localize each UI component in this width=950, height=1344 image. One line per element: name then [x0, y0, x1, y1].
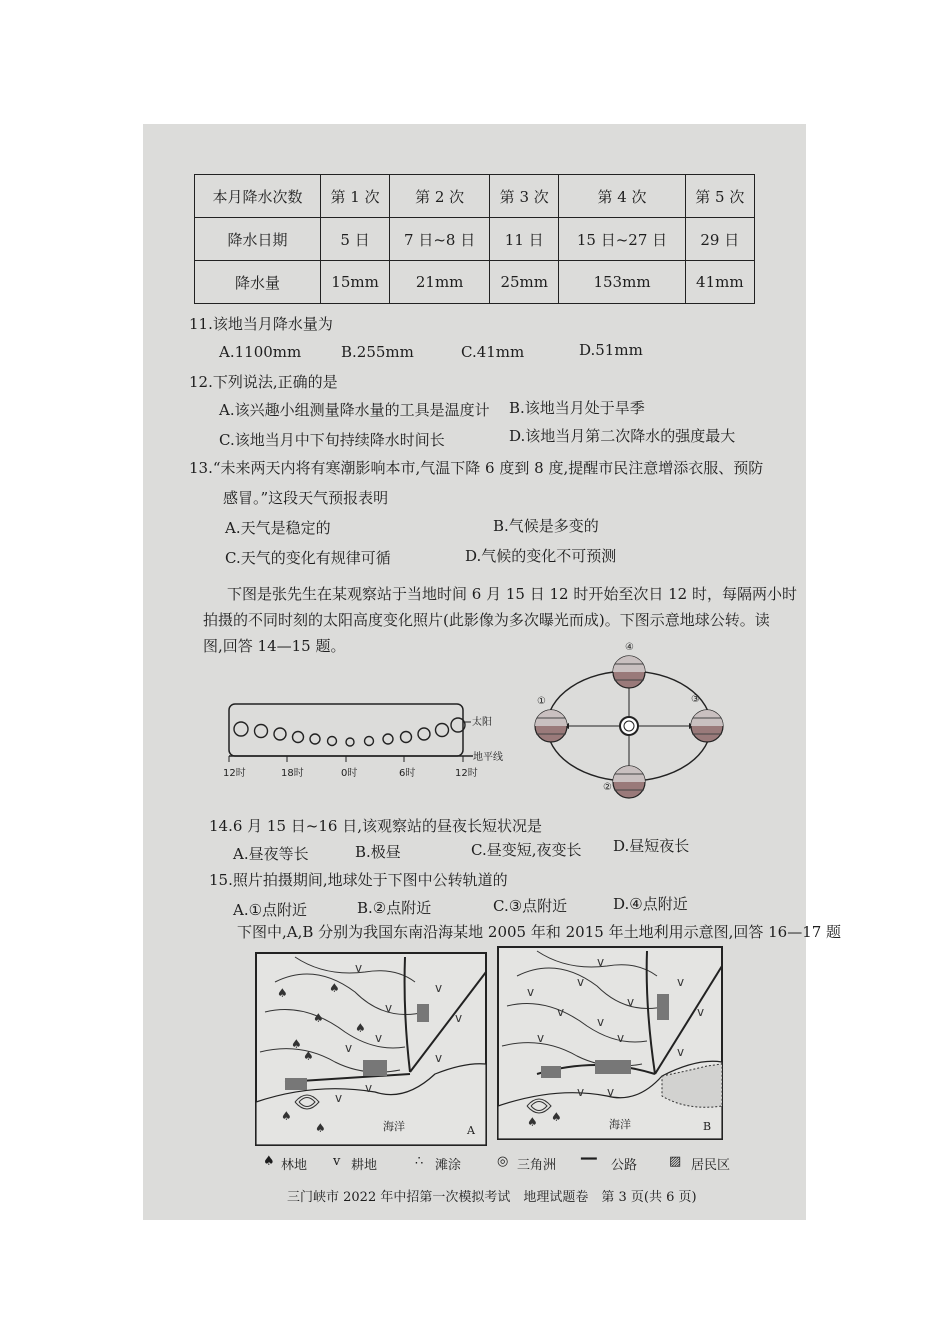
- table-cell: 5 日: [320, 218, 389, 261]
- orbit-label-3: ③: [691, 694, 700, 705]
- svg-text:v: v: [527, 985, 535, 999]
- land-use-map-a: [255, 952, 487, 1146]
- svg-text:v: v: [355, 961, 363, 975]
- svg-text:v: v: [597, 955, 605, 969]
- svg-text:v: v: [607, 1085, 615, 1099]
- precipitation-table: [194, 174, 755, 304]
- q13-option-b: B.气候是多变的: [493, 517, 599, 535]
- legend-road: 公路: [611, 1158, 638, 1173]
- q12-option-b: B.该地当月处于旱季: [509, 399, 645, 417]
- q15-option-c: C.③点附近: [493, 897, 568, 915]
- road-icon: ━━: [581, 1152, 597, 1167]
- q11-option-a: A.1100mm: [219, 343, 302, 361]
- table-cell: 15mm: [320, 261, 389, 304]
- svg-text:♠: ♠: [313, 1011, 324, 1025]
- table-cell: 7 日~8 日: [390, 218, 490, 261]
- table-cell: 第 5 次: [685, 175, 754, 218]
- svg-text:v: v: [577, 1085, 585, 1099]
- svg-text:v: v: [577, 975, 585, 989]
- intro-14-15-line2: 拍摄的不同时刻的太阳高度变化照片(此影像为多次曝光而成)。下图示意地球公转。读: [203, 611, 770, 629]
- map-b-sea-label: 海洋: [609, 1118, 631, 1131]
- sun-label: 太阳: [472, 717, 492, 728]
- table-cell: 本月降水次数: [195, 175, 321, 218]
- time-tick-label: 6时: [399, 768, 416, 779]
- intro-16-17: 下图中,A,B 分别为我国东南沿海某地 2005 年和 2015 年土地利用示意图,回答 16—17 题: [237, 923, 842, 941]
- q13-option-c: C.天气的变化有规律可循: [225, 549, 391, 567]
- earth-orbit-figure: [533, 644, 733, 794]
- exam-page: [143, 124, 842, 1220]
- svg-text:♠: ♠: [303, 1049, 314, 1063]
- svg-text:♠: ♠: [355, 1021, 366, 1035]
- time-tick-label: 12时: [455, 768, 478, 779]
- table-cell: 25mm: [490, 261, 559, 304]
- q12-stem: 12.下列说法,正确的是: [189, 373, 338, 391]
- q13-option-d: D.气候的变化不可预测: [465, 547, 617, 565]
- q11-option-c: C.41mm: [461, 343, 525, 361]
- table-cell: 153mm: [559, 261, 685, 304]
- svg-text:♠: ♠: [277, 986, 288, 1000]
- q14-option-a: A.昼夜等长: [233, 845, 309, 863]
- svg-text:v: v: [375, 1031, 383, 1045]
- legend-tidal-flat: 滩涂: [435, 1158, 462, 1173]
- table-cell: 第 4 次: [559, 175, 685, 218]
- q13-option-a: A.天气是稳定的: [225, 519, 331, 537]
- table-cell: 降水日期: [195, 218, 321, 261]
- q11-option-b: B.255mm: [341, 343, 414, 361]
- q11-option-d: D.51mm: [579, 341, 643, 359]
- table-cell: 29 日: [685, 218, 754, 261]
- legend-delta: 三角洲: [517, 1158, 557, 1173]
- orbit-label-4: ④: [625, 642, 634, 653]
- svg-text:v: v: [435, 1051, 443, 1065]
- table-cell: 11 日: [490, 218, 559, 261]
- table-cell: 第 3 次: [490, 175, 559, 218]
- svg-text:♠: ♠: [281, 1109, 292, 1123]
- map-a-sea-label: 海洋: [383, 1120, 405, 1133]
- legend-forest: 林地: [281, 1158, 308, 1173]
- svg-text:v: v: [455, 1011, 463, 1025]
- farmland-icon: v: [333, 1154, 341, 1169]
- horizon-label: 地平线: [473, 752, 503, 763]
- svg-text:v: v: [345, 1041, 353, 1055]
- table-cell: 第 2 次: [390, 175, 490, 218]
- table-cell: 15 日~27 日: [559, 218, 685, 261]
- svg-text:♠: ♠: [315, 1121, 326, 1135]
- table-cell: 第 1 次: [320, 175, 389, 218]
- page-footer: 三门峡市 2022 年中招第一次模拟考试 地理试题卷 第 3 页(共 6 页): [287, 1190, 697, 1205]
- svg-text:♠: ♠: [329, 981, 340, 995]
- q15-option-b: B.②点附近: [357, 899, 432, 917]
- time-tick-label: 18时: [281, 768, 304, 779]
- svg-text:v: v: [385, 1001, 393, 1015]
- svg-text:v: v: [335, 1091, 343, 1105]
- q12-option-a: A.该兴趣小组测量降水量的工具是温度计: [219, 401, 490, 419]
- q11-stem: 11.该地当月降水量为: [189, 315, 333, 333]
- q15-option-a: A.①点附近: [233, 901, 308, 919]
- q13-stem-line2: 感冒。”这段天气预报表明: [223, 489, 389, 507]
- map-b-letter: B: [703, 1120, 712, 1133]
- table-row: [195, 261, 755, 304]
- time-tick-label: 0时: [341, 768, 358, 779]
- table-cell: 41mm: [685, 261, 754, 304]
- q15-stem: 15.照片拍摄期间,地球处于下图中公转轨道的: [209, 871, 508, 889]
- q14-stem: 14.6 月 15 日~16 日,该观察站的昼夜长短状况是: [209, 817, 542, 835]
- earth-position-1: [535, 710, 567, 742]
- q14-option-c: C.昼变短,夜变长: [471, 841, 582, 859]
- table-cell: 21mm: [390, 261, 490, 304]
- earth-position-4: [613, 656, 645, 688]
- svg-text:v: v: [435, 981, 443, 995]
- svg-text:v: v: [677, 1045, 685, 1059]
- earth-position-2: [613, 766, 645, 798]
- svg-text:♠: ♠: [527, 1115, 538, 1129]
- land-use-map-b: [497, 946, 723, 1140]
- q14-option-b: B.极昼: [355, 843, 401, 861]
- map-a-letter: A: [467, 1124, 475, 1137]
- q14-option-d: D.昼短夜长: [613, 837, 690, 855]
- q13-stem-line1: 13.“未来两天内将有寒潮影响本市,气温下降 6 度到 8 度,提醒市民注意增添衣服、预防: [189, 459, 764, 477]
- svg-text:v: v: [557, 1005, 565, 1019]
- svg-text:♠: ♠: [551, 1110, 562, 1124]
- intro-14-15-line1: 下图是张先生在某观察站于当地时间 6 月 15 日 12 时开始至次日 12 时，每隔两小时: [227, 585, 797, 603]
- q12-option-d: D.该地当月第二次降水的强度最大: [509, 427, 736, 445]
- table-row: [195, 218, 755, 261]
- svg-text:v: v: [617, 1031, 625, 1045]
- svg-text:v: v: [537, 1031, 545, 1045]
- table-row: [195, 175, 755, 218]
- legend-farmland: 耕地: [351, 1158, 378, 1173]
- legend-residential: 居民区: [691, 1158, 731, 1173]
- q15-option-d: D.④点附近: [613, 895, 688, 913]
- delta-icon: ◎: [497, 1154, 509, 1169]
- time-axis: [223, 756, 478, 779]
- time-tick-label: 12时: [223, 768, 246, 779]
- forest-icon: ♠: [263, 1154, 275, 1169]
- sun-altitude-figure: [223, 694, 513, 794]
- svg-text:v: v: [597, 1015, 605, 1029]
- svg-text:♠: ♠: [291, 1037, 302, 1051]
- q12-option-c: C.该地当月中下旬持续降水时间长: [219, 431, 445, 449]
- orbit-label-2: ②: [603, 782, 612, 793]
- map-legend: [263, 1154, 763, 1174]
- svg-text:v: v: [627, 995, 635, 1009]
- tidal-flat-icon: ∴: [415, 1154, 424, 1169]
- sun-exposure-row: [234, 718, 465, 746]
- residential-icon: ▨: [669, 1154, 682, 1169]
- table-cell: 降水量: [195, 261, 321, 304]
- svg-text:v: v: [365, 1081, 373, 1095]
- intro-14-15-line3: 图,回答 14—15 题。: [203, 637, 346, 655]
- svg-text:v: v: [677, 975, 685, 989]
- orbit-label-1: ①: [537, 696, 546, 707]
- earth-position-3: [691, 710, 723, 742]
- svg-text:v: v: [697, 1005, 705, 1019]
